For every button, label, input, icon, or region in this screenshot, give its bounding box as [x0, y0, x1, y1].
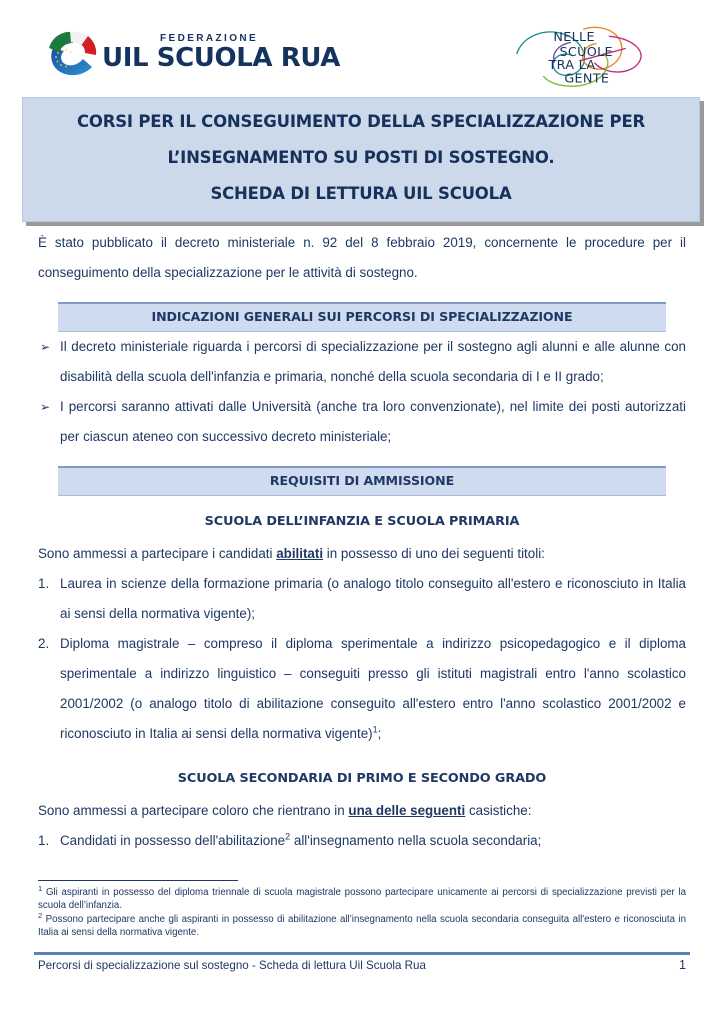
list-item	[38, 629, 686, 749]
list-item-text: Candidati in possesso dell'abilitazione	[60, 833, 286, 848]
list-item	[40, 332, 686, 392]
uil-logo-name: UIL SCUOLA RUA	[102, 42, 341, 73]
infanzia-lead-paragraph	[38, 539, 686, 569]
footnote-1	[38, 883, 686, 913]
secondaria-lead-paragraph	[38, 796, 686, 826]
infanzia-lead-emphasis: abilitati	[276, 546, 324, 561]
page-number: 1	[678, 958, 686, 972]
list-item-text: I percorsi saranno attivati dalle Università (anche tra loro convenzionate), nel limite dei posti autorizzati per ciascun ateneo con successivo decreto ministeriale;	[60, 399, 686, 444]
subheading-infanzia: SCUOLA DELL’INFANZIA E SCUOLA PRIMARIA	[204, 514, 520, 529]
indicazioni-bullet-list	[0, 332, 724, 452]
list-item-text: Laurea in scienze della formazione primaria (o analogo titolo conseguito all'estero e riconosciuto in Italia ai sensi della normativa vigente);	[60, 576, 686, 621]
nelle-line3: TRA LA	[548, 58, 596, 74]
list-item	[38, 826, 686, 856]
page-title-line-3: SCHEDA DI LETTURA UIL SCUOLA	[210, 184, 512, 203]
secondaria-numbered-list	[0, 826, 724, 856]
list-item	[40, 392, 686, 452]
secondaria-lead-before: Sono ammessi a partecipare coloro che rientrano in	[38, 803, 349, 818]
page-title-line-1: CORSI PER IL CONSEGUIMENTO DELLA SPECIALIZZAZIONE PER	[76, 112, 646, 131]
nelle-line1: NELLE	[553, 30, 595, 46]
footnote-1-text: Gli aspiranti in possesso del diploma triennale di scuola magistrale possono partecipare unicamente ai percorsi di specializzazione previsti per la scuola dell’infanzia.	[38, 887, 686, 912]
section-header-requisiti-label: REQUISITI DI AMMISSIONE	[269, 473, 455, 488]
list-item-text: Diploma magistrale – compreso il diploma sperimentale a indirizzo psicopedagogico e il diploma sperimentale a indirizzo linguistico – conseguiti presso gli istituti magistrali entro l'anno scolastico 2001/2002 (o analogo titolo di abilitazione conseguito all'estero entro l'anno scolastico 2001/2002 e riconosciuto in Italia ai sensi della normativa vigente)	[60, 636, 686, 741]
document-title-banner	[22, 97, 700, 222]
document-body	[0, 228, 724, 856]
footnote-separator	[38, 880, 238, 881]
nelle-scuole-tra-la-gente-logo	[512, 18, 652, 90]
infanzia-numbered-list	[0, 569, 724, 749]
list-item-number: 1.	[38, 833, 50, 848]
uil-scuola-rua-logo	[44, 26, 340, 78]
secondaria-lead-after: casistiche:	[465, 803, 532, 818]
section-header-requisiti	[58, 466, 666, 496]
footnotes-block	[38, 880, 686, 940]
section-header-indicazioni-label: INDICAZIONI GENERALI SUI PERCORSI DI SPECIALIZZAZIONE	[151, 309, 573, 324]
page-footer	[38, 958, 686, 972]
secondaria-lead-emphasis: una delle seguenti	[348, 803, 466, 818]
nelle-line2: SCUOLE	[559, 44, 613, 60]
footnote-2-text: Possono partecipare anche gli aspiranti in possesso di abilitazione all’insegnamento nella scuola secondaria conseguita all'estero e riconosciuta in Italia ai sensi della normativa vigente.	[38, 913, 686, 939]
list-item-text-tail: ;	[377, 726, 382, 741]
list-item-number: 2.	[38, 636, 50, 651]
subheading-secondaria: SCUOLA SECONDARIA DI PRIMO E SECONDO GRADO	[177, 771, 547, 786]
section-header-indicazioni	[58, 302, 666, 332]
footnote-1-marker: 1	[38, 883, 43, 893]
arrow-bullet-icon: ➢	[40, 340, 51, 354]
intro-paragraph: È stato pubblicato il decreto ministeriale n. 92 del 8 febbraio 2019, concernente le procedure per il conseguimento della specializzazione per le attività di sostegno.	[38, 235, 686, 280]
arrow-bullet-icon: ➢	[40, 400, 51, 414]
list-item	[38, 569, 686, 629]
nelle-line4: GENTE	[564, 71, 610, 87]
list-item-text: Il decreto ministeriale riguarda i percorsi di specializzazione per il sostegno agli alunni e alle alunne con disabilità della scuola dell'infanzia e primaria, nonché della scuola secondaria di I e II grado;	[60, 339, 686, 384]
footer-document-title: Percorsi di specializzazione sul sostegno - Scheda di lettura Uil Scuola Rua	[38, 959, 426, 972]
footer-divider	[34, 952, 690, 955]
footnote-2	[38, 910, 686, 940]
uil-federazione-label: FEDERAZIONE	[160, 32, 259, 44]
infanzia-lead-after: in possesso di uno dei seguenti titoli:	[323, 546, 545, 561]
italian-flag-ribbon-icon	[44, 26, 102, 78]
list-item-number: 1.	[38, 576, 50, 591]
infanzia-lead-before: Sono ammessi a partecipare i candidati	[38, 546, 277, 561]
list-item-text-tail: all'insegnamento nella scuola secondaria;	[290, 833, 542, 848]
page-title-line-2: L’INSEGNAMENTO SU POSTI DI SOSTEGNO.	[167, 148, 555, 167]
document-header	[0, 0, 724, 95]
footnote-ref-1: 1	[372, 724, 378, 735]
footnote-ref-2: 2	[285, 831, 291, 842]
footnote-2-marker: 2	[38, 910, 43, 920]
